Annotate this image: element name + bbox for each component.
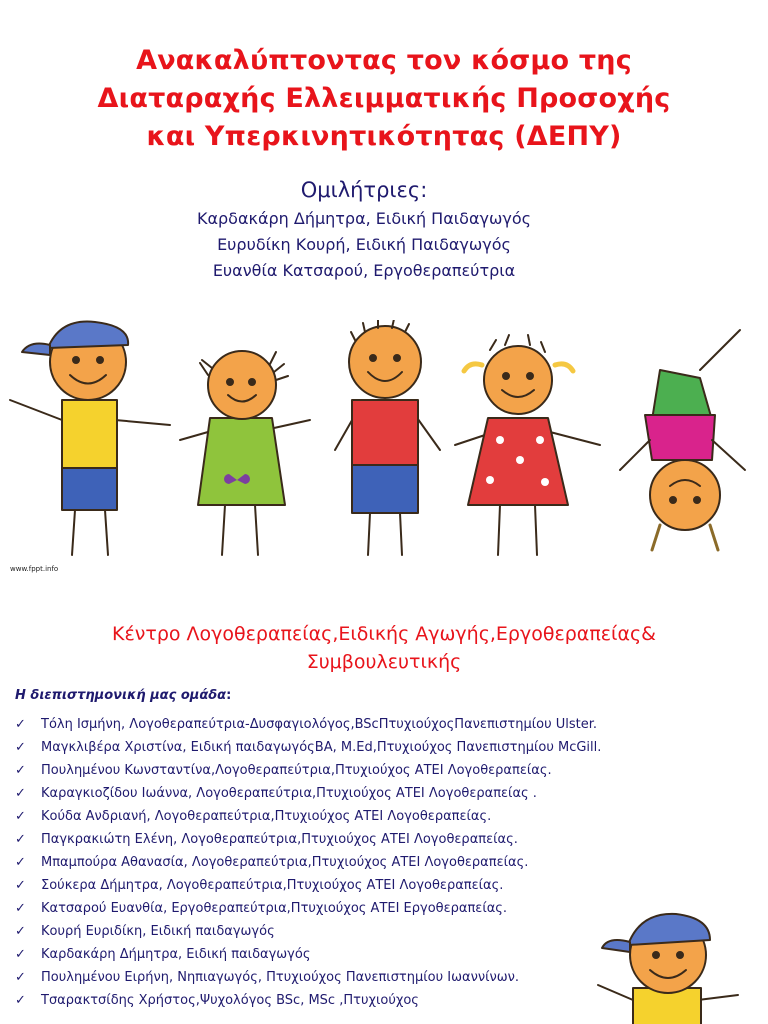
speaker-name: Ευανθία Κατσαρού, Εργοθεραπεύτρια (212, 261, 516, 280)
speaker-name: Καρδακάρη Δήμητρα, Ειδική Παιδαγωγός (196, 209, 532, 228)
list-item (15, 713, 601, 736)
list-item (15, 943, 601, 966)
team-member-text: Πουλημένου Ειρήνη, Νηπιαγωγός, Πτυχιούχος Πανεπιστημίου Ιωαννίνων. (41, 970, 520, 985)
list-item (15, 966, 601, 989)
team-member-text: Πουλημένου Κωνσταντίνα,Λογοθεραπεύτρια,Πτυχιούχος ΑΤΕΙ Λογοθεραπείας. (41, 763, 552, 778)
title-line-1: Ανακαλύπτοντας τον κόσμο της (136, 45, 632, 76)
list-item (15, 759, 601, 782)
kid-red-shirt-figure (335, 320, 440, 555)
team-member-text: Μπαμπούρα Αθανασία, Λογοθεραπεύτρια,Πτυχιούχος ΑΤΕΙ Λογοθεραπείας. (41, 855, 529, 870)
check-icon: ✓ (15, 901, 26, 916)
list-item (15, 989, 601, 1012)
center-heading-line-1: Κέντρο Λογοθεραπείας,Ειδικής Αγωγής,Εργοθεραπείας& (112, 623, 656, 645)
team-member-text: Τσαρακτσίδης Χρήστος,Ψυχολόγος BSc, MSc ,Πτυχιούχος (41, 993, 419, 1008)
list-item (15, 782, 601, 805)
team-heading-colon: : (226, 688, 232, 703)
check-icon: ✓ (15, 832, 26, 847)
check-icon: ✓ (15, 947, 26, 962)
list-item (15, 805, 601, 828)
list-item (15, 851, 601, 874)
list-item (15, 920, 601, 943)
team-member-text: Μαγκλιβέρα Χριστίνα, Ειδική παιδαγωγόςΒΑ, Μ.Ed,Πτυχιούχος Πανεπιστημίου McGill. (41, 740, 602, 755)
team-member-text: Σούκερα Δήμητρα, Λογοθεραπεύτρια,Πτυχιούχος ΑΤΕΙ Λογοθεραπείας. (41, 878, 504, 893)
kid-upside-down-figure (620, 330, 745, 550)
list-item (15, 897, 601, 920)
speakers-heading: Ομιλήτριες: (300, 178, 428, 202)
team-member-text: Καρδακάρη Δήμητρα, Ειδική παιδαγωγός (41, 947, 311, 962)
speakers-list (0, 206, 728, 284)
list-item (15, 736, 601, 759)
check-icon: ✓ (15, 878, 26, 893)
center-heading-line-2: Συμβουλευτικής (306, 651, 462, 673)
kid-green-dress-figure (180, 351, 310, 555)
kid-polka-dress-figure (455, 335, 600, 555)
team-member-text: Τόλη Ισμήνη, Λογοθεραπεύτρια-Δυσφαγιολόγος,BScΠτυχιούχοςΠανεπιστημίου Ulster. (41, 717, 598, 732)
check-icon: ✓ (15, 809, 26, 824)
team-member-text: Κατσαρού Ευανθία, Εργοθεραπεύτρια,Πτυχιούχος ΑΤΕΙ Εργοθεραπείας. (41, 901, 508, 916)
page-title (0, 42, 768, 156)
check-icon: ✓ (15, 970, 26, 985)
kid-cap-boy-figure (10, 322, 170, 555)
team-heading (15, 688, 231, 703)
team-member-text: Κουρή Ευριδίκη, Ειδική παιδαγωγός (41, 924, 275, 939)
check-icon: ✓ (15, 717, 26, 732)
team-member-text: Κούδα Ανδριανή, Λογοθεραπεύτρια,Πτυχιούχος ΑΤΕΙ Λογοθεραπείας. (41, 809, 492, 824)
check-icon: ✓ (15, 740, 26, 755)
check-icon: ✓ (15, 993, 26, 1008)
check-icon: ✓ (15, 924, 26, 939)
check-icon: ✓ (15, 855, 26, 870)
center-heading (0, 620, 768, 676)
title-line-2: Διαταραχής Ελλειμματικής Προσοχής (97, 83, 671, 114)
list-item (15, 828, 601, 851)
check-icon: ✓ (15, 786, 26, 801)
kid-cap-boy-corner-figure (588, 900, 768, 1024)
team-list (15, 713, 601, 1012)
title-line-3: και Υπερκινητικότητας (ΔΕΠΥ) (146, 121, 622, 152)
team-heading-text: Η διεπιστημονική μας ομάδα (15, 688, 227, 703)
list-item (15, 874, 601, 897)
team-member-text: Καραγκιοζίδου Ιωάννα, Λογοθεραπεύτρια,Πτυχιούχος ΑΤΕΙ Λογοθεραπείας . (41, 786, 537, 801)
watermark-text: www.fppt.info (10, 565, 59, 573)
team-member-text: Παγκρακιώτη Ελένη, Λογοθεραπεύτρια,Πτυχιούχος ΑΤΕΙ Λογοθεραπείας. (41, 832, 518, 847)
speaker-name: Ευρυδίκη Κουρή, Ειδική Παιδαγωγός (217, 235, 511, 254)
check-icon: ✓ (15, 763, 26, 778)
kids-illustration (0, 320, 768, 580)
